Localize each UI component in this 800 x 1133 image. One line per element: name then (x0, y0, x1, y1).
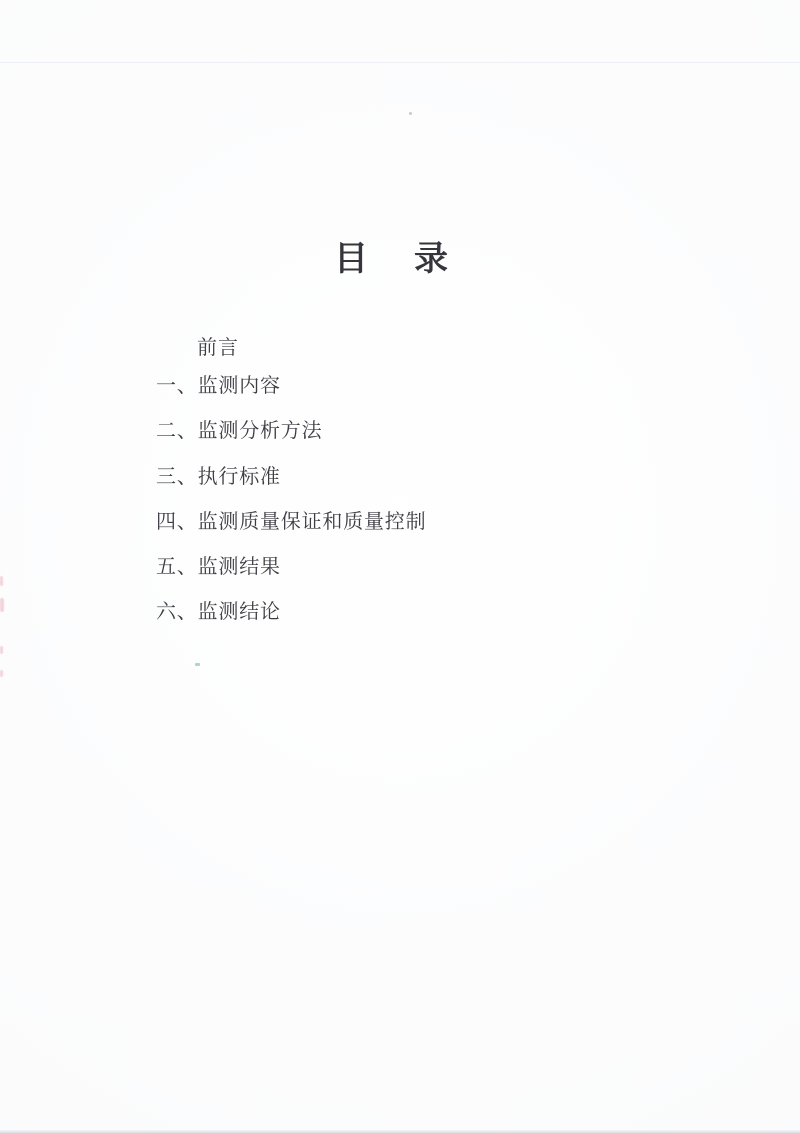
toc-item-1: 一、监测内容 (156, 373, 281, 397)
binding-mark (0, 598, 4, 612)
toc-list (156, 363, 426, 635)
toc-item-3: 三、执行标准 (156, 463, 281, 488)
binding-mark (0, 646, 3, 654)
binding-mark (0, 576, 3, 586)
toc-preface: 前言 (197, 335, 239, 359)
toc-title-char-right: 录 (414, 239, 448, 279)
toc-title (334, 231, 448, 280)
toc-item-2: 二、监测分析方法 (156, 418, 323, 443)
scan-speck (409, 112, 412, 115)
scan-artifact-line (0, 62, 800, 63)
binding-mark (0, 670, 3, 677)
scan-speck-teal (195, 663, 200, 666)
toc-item-4: 四、监测质量保证和质量控制 (156, 508, 427, 533)
toc-item-5: 五、监测结果 (156, 554, 281, 579)
toc-title-char-left: 目 (334, 239, 368, 279)
toc-item-6: 六、监测结论 (156, 599, 281, 624)
